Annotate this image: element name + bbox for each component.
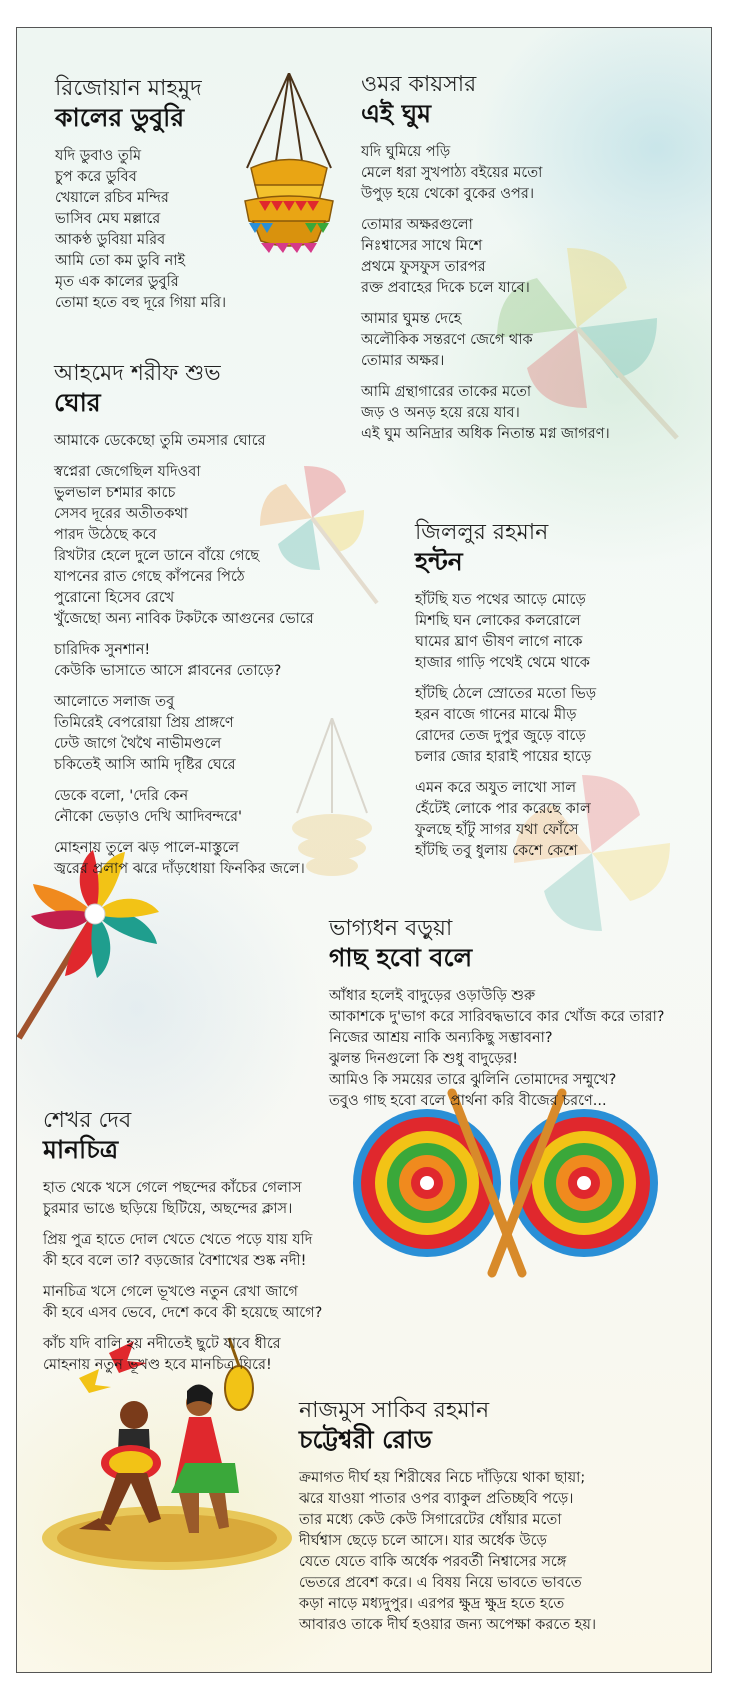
poem-author: শেখর দেব — [43, 1108, 132, 1133]
poem-line: ঝুলন্ত দিনগুলো কি শুধু বাদুড়ের! — [329, 1051, 519, 1067]
poem-line: যদি ঘুমিয়ে পড়ি — [361, 144, 451, 160]
poem-line: পারদ উঠেছে কবে — [54, 527, 157, 543]
poem-stanza — [361, 382, 610, 445]
poem-line: ফুলছে হাঁটু সাগর যথা ফোঁসে — [415, 822, 579, 838]
poem-line: তোমার অক্ষরগুলো — [361, 217, 473, 233]
poem-line: তোমা হতে বহু দূরে গিয়া মরি। — [55, 295, 227, 311]
poem-line: ভেতরে প্রবেশ করে। এ বিষয় নিয়ে ভাবতে ভাবতে — [299, 1575, 582, 1591]
poem-line: রক্ত প্রবাহের দিকে চলে যাবে। — [361, 280, 530, 296]
poem-gachh-hobo-bole — [329, 916, 669, 1122]
poem-line: আমি তো কম ডুবি নাই — [55, 253, 186, 269]
poem-stanza — [299, 1468, 669, 1636]
hanging-lantern-icon — [239, 73, 339, 258]
poem-line: এই ঘুম অনিদ্রার অধিক নিতান্ত মগ্ন জাগরণ। — [361, 426, 610, 442]
poem-line: প্রথমে ফুসফুস তারপর — [361, 259, 486, 275]
poem-title: চট্টেশ্বরী রোড — [299, 1425, 432, 1454]
poem-line: খুঁজেছো অন্য নাবিক টকটকে আগুনের ভোরে — [54, 611, 314, 627]
poem-chatteshwari-road — [299, 1398, 669, 1646]
poem-line: হেঁটেই লোকে পার করেছে কাল — [415, 801, 591, 817]
poem-line: আঁধার হলেই বাদুড়ের ওড়াউড়ি শুরু — [329, 988, 536, 1004]
poem-line: আবারও তাকে দীর্ঘ হওয়ার জন্য অপেক্ষা করতে হয়। — [299, 1617, 597, 1633]
poem-author: ভাগ্যধন বড়ুয়া — [329, 916, 453, 941]
poem-line: হরন বাজে গানের মাঝে মীড় — [415, 707, 577, 723]
poem-stanza — [361, 309, 610, 372]
poem-line: মিশছি ঘন লোকের কলরোলে — [415, 613, 581, 629]
poem-line: কেউকি ভাসাতে আসে প্লাবনের তোড়ে? — [54, 663, 282, 679]
poem-stanza — [54, 462, 314, 630]
poem-line: কী হবে এসব ভেবে, দেশে কবে কী হয়েছে আগে? — [43, 1305, 323, 1321]
poem-line: ভাসিব মেঘ মল্লারে — [55, 211, 161, 227]
poem-line: ঘামের ঘ্রাণ ভীষণ লাগে নাকে — [415, 634, 583, 650]
poem-line: মোহনায় তুলে ঝড় পালে-মাস্তুলে — [54, 840, 240, 856]
poem-line: পুরোনো হিসেব রেখে — [54, 590, 175, 606]
poem-title: কালের ডুবুরি — [55, 103, 185, 132]
poem-line: নৌকো ভেড়াও দেখি আদিবন্দরে' — [54, 809, 242, 825]
poem-line: ভুলভাল চশমার কাচে — [54, 485, 176, 501]
poem-line: ঝরে যাওয়া পাতার ওপর ব্যাকুল প্রতিচ্ছবি পড়ে। — [299, 1491, 574, 1507]
poem-line: প্রিয় পুত্র হাতে দোল খেতে খেতে পড়ে যায় যদি — [43, 1232, 313, 1248]
poem-line: জড় ও অনড় হয়ে রয়ে যাব। — [361, 405, 520, 421]
poem-line: কী হবে বলে তা? বড়জোর বৈশাখের শুষ্ক নদী! — [43, 1253, 307, 1269]
poem-author: নাজমুস সাকিব রহমান — [299, 1398, 490, 1423]
poem-line: তিমিরেই বেপরোয়া প্রিয় প্রাঙ্গণে — [54, 715, 234, 731]
poem-line: সেসব দূরের অতীতকথা — [54, 506, 188, 522]
poem-title: গাছ হবো বলে — [329, 943, 473, 972]
poem-line: চকিতেই আসি আমি দৃষ্টির ঘেরে — [54, 757, 236, 773]
poem-stanza — [43, 1230, 343, 1272]
poem-line: মোহনায় নতুন ভূখণ্ড হবে মানচিত্র ঘিরে! — [43, 1357, 272, 1373]
poem-stanza — [54, 692, 314, 776]
poem-line: আলোতে সলাজ তবু — [54, 694, 175, 710]
poem-line: মৃত এক কালের ডুবুরি — [55, 274, 179, 290]
poem-line: কাঁচ যদি বালি হয় নদীতেই ছুটে যাবে ধীরে — [43, 1336, 281, 1352]
poem-line: আকাশকে দু'ভাগ করে সারিবদ্ধভাবে কার খোঁজ করে তারা? — [329, 1009, 665, 1025]
poem-title: মানচিত্র — [43, 1135, 119, 1164]
poem-line: যাপনের রাত গেছে কাঁপনের পিঠে — [54, 569, 245, 585]
poem-line: নিজের আশ্রয় নাকি অন্যকিছু সম্ভাবনা? — [329, 1030, 553, 1046]
poem-line: রিখটার হেলে দুলে ডানে বাঁয়ে গেছে — [54, 548, 260, 564]
poem-kaler-duburi — [55, 76, 226, 324]
poem-author: রিজোয়ান মাহমুদ — [55, 76, 202, 101]
poem-stanza — [54, 431, 314, 452]
poem-title: ঘোর — [54, 388, 101, 417]
poem-line: হাজার গাড়ি পথেই থেমে থাকে — [415, 655, 590, 671]
poem-line: আমাকে ডেকেছো তুমি তমসার ঘোরে — [54, 433, 266, 449]
poem-stanza — [415, 590, 596, 674]
poem-line: তবুও গাছ হবো বলে প্রার্থনা করি বীজের চরণে... — [329, 1093, 607, 1109]
poem-stanza — [43, 1334, 343, 1376]
poem-line: হাঁটছি ঠেলে স্রোতের মতো ভিড় — [415, 686, 597, 702]
poem-title: হন্টন — [415, 547, 463, 576]
poem-stanza — [54, 838, 314, 880]
poem-author: আহমেদ শরীফ শুভ — [54, 361, 221, 386]
poem-line: চারিদিক সুনশান! — [54, 642, 151, 658]
poem-line: জ্বরের প্রলাপ ঝরে দাঁড়ধোয়া ফিনকির জলে। — [54, 861, 305, 877]
poem-manchitro — [43, 1108, 343, 1386]
poem-author: ওমর কায়সার — [361, 72, 477, 97]
poem-stanza — [43, 1178, 343, 1220]
poem-stanza — [54, 786, 314, 828]
poem-line: এমন করে অযুত লাখো সাল — [415, 780, 577, 796]
poem-line: ক্রমাগত দীর্ঘ হয় শিরীষের নিচে দাঁড়িয়ে থাকা ছায়া; — [299, 1470, 586, 1486]
poem-line: রোদের তেজ দুপুর জুড়ে বাড়ে — [415, 728, 586, 744]
poem-ghor — [54, 361, 314, 890]
poem-line: আমি গ্রন্থাগারের তাকের মতো — [361, 384, 532, 400]
poem-line: যদি ডুবাও তুমি — [55, 148, 142, 164]
poem-line: ঢেউ জাগে থৈথৈ নাভীমণ্ডলে — [54, 736, 222, 752]
poem-line: তার মধ্যে কেউ কেউ সিগারেটের ধোঁয়ার মতো — [299, 1512, 562, 1528]
poem-line: ডেকে বলো, 'দেরি কেন — [54, 788, 189, 804]
poem-line: উপুড় হয়ে থেকো বুকের ওপর। — [361, 186, 535, 202]
poem-author: জিললুর রহমান — [415, 520, 549, 545]
poem-line: মানচিত্র খসে গেলে ভূখণ্ডে নতুন রেখা জাগে — [43, 1284, 298, 1300]
poem-line: চুপ করে ডুবিব — [55, 169, 137, 185]
poem-line: মেলে ধরা সুখপাঠ্য বইয়ের মতো — [361, 165, 543, 181]
poem-stanza — [54, 640, 314, 682]
poem-line: খেয়ালে রচিব মন্দির — [55, 190, 169, 206]
poem-stanza — [415, 684, 596, 768]
poem-line: হাঁটছি যত পথের আড়ে মোড়ে — [415, 592, 586, 608]
poem-line: হাত থেকে খসে গেলে পছন্দের কাঁচের গেলাস — [43, 1180, 302, 1196]
poem-line: দীর্ঘশ্বাস ছেড়ে চলে আসে। যার অর্ধেক উড়ে — [299, 1533, 547, 1549]
poem-line: স্বপ্নেরা জেগেছিল যদিওবা — [54, 464, 201, 480]
poem-stanza — [361, 215, 610, 299]
poem-line: তোমার অক্ষর। — [361, 353, 445, 369]
poem-line: অলৌকিক সন্তরণে জেগে থাক — [361, 332, 533, 348]
poetry-page — [16, 27, 712, 1673]
poem-stanza — [361, 142, 610, 205]
poem-line: আকণ্ঠ ডুবিয়া মরিব — [55, 232, 166, 248]
poem-stanza — [43, 1282, 343, 1324]
poem-title: এই ঘুম — [361, 99, 432, 128]
poem-line: আমিও কি সময়ের তারে ঝুলিনি তোমাদের সম্মুখে? — [329, 1072, 617, 1088]
poem-stanza — [55, 146, 226, 314]
poem-line: চলার জোর হারাই পায়ের হাড়ে — [415, 749, 592, 765]
poem-line: কড়া নাড়ে মধ্যদুপুর। এরপর ক্ষুদ্র ক্ষুদ্র হতে হতে — [299, 1596, 565, 1612]
poem-hontón — [415, 520, 596, 872]
poem-stanza — [415, 778, 596, 862]
poem-stanza — [329, 986, 669, 1112]
poem-line: যেতে যেতে বাকি অর্ধেক পরবর্তী নিশ্বাসের সঙ্গে — [299, 1554, 567, 1570]
poem-line: হাঁটছি তবু ধুলায় কেশে কেশে — [415, 843, 578, 859]
poem-line: নিঃশ্বাসের সাথে মিশে — [361, 238, 483, 254]
poem-line: আমার ঘুমন্ত দেহে — [361, 311, 462, 327]
poem-line: চুরমার ভাঙে ছড়িয়ে ছিটিয়ে, অছন্দের ক্লাস। — [43, 1201, 293, 1217]
poem-ei-ghum — [361, 72, 610, 455]
